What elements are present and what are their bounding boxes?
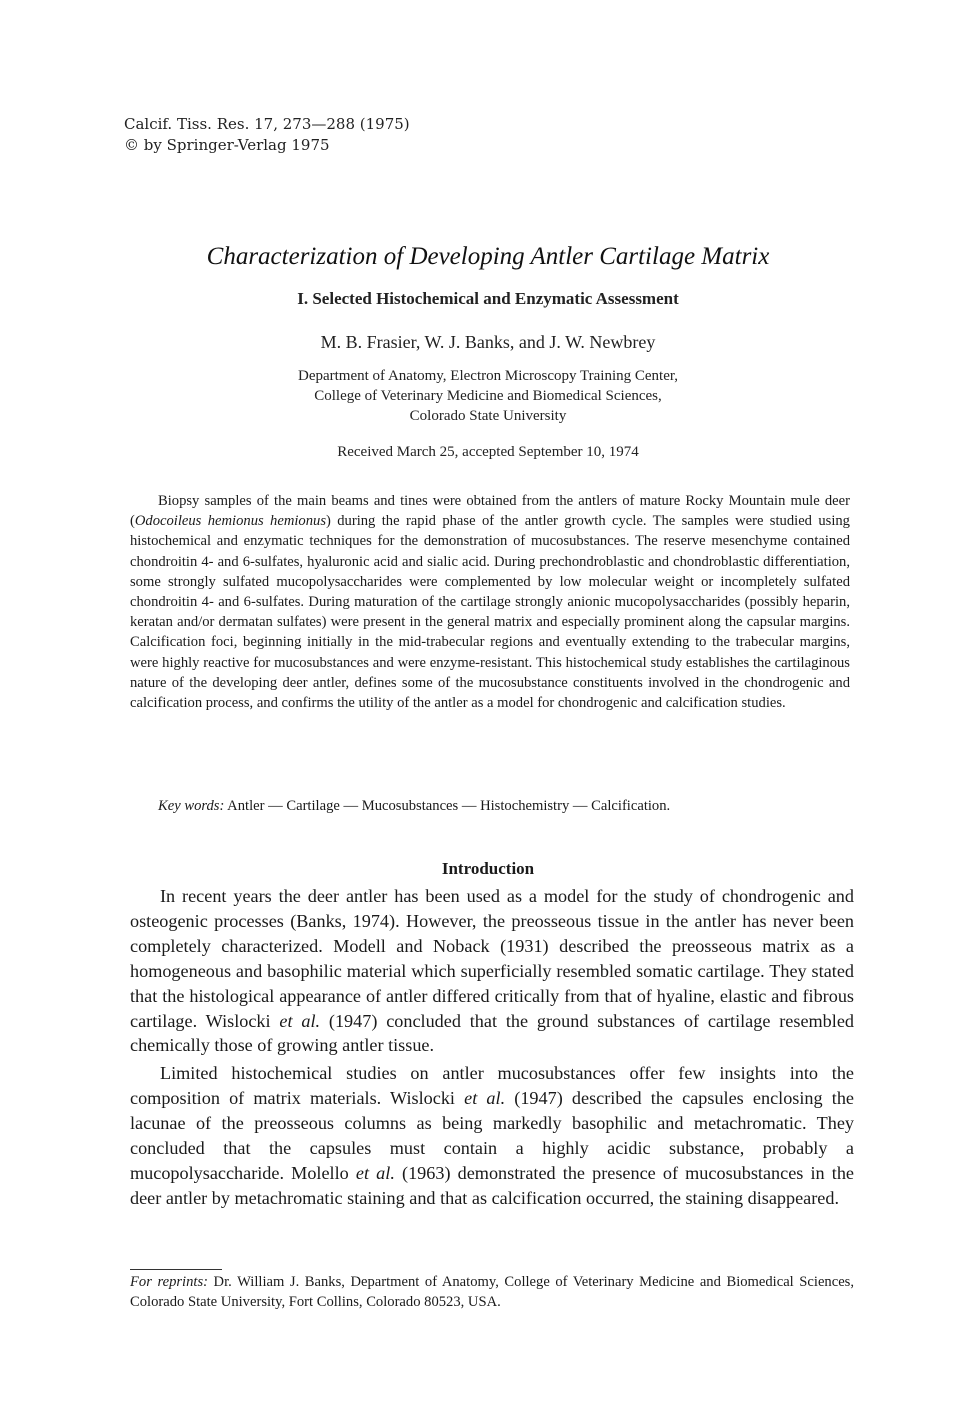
citation: Calcif. Tiss. Res. 17, 273—288 (1975)	[124, 115, 410, 133]
footnote-label: For reprints:	[130, 1274, 208, 1290]
footnote-rule	[130, 1269, 222, 1270]
journal-header	[124, 114, 410, 156]
affiliation	[0, 366, 976, 426]
copyright: © by Springer-Verlag 1975	[124, 136, 330, 154]
keywords-label: Key words:	[158, 798, 225, 814]
affiliation-line: Department of Anatomy, Electron Microscopy Training Center,	[297, 368, 679, 384]
introduction-body	[130, 884, 854, 1214]
paper-title: Characterization of Developing Antler Cartilage Matrix	[206, 243, 770, 270]
species-name: Odocoileus hemionus hemionus	[134, 513, 326, 530]
abstract	[130, 491, 850, 713]
paragraph: In recent years the deer antler has been used as a model for the study of chondrogenic and osteogenic processes (Banks, 1974). However, the preosseous tissue in the antler has never been completely characterized. Modell and Noback (1931) described the preosseous matrix as a homogeneous and basophilic material which superficially resembled somatic cartilage. They stated that the histological appearance of antler differed critically from that of hyaline, elastic and fibrous cartilage. Wislocki et al. (1947) concluded that the ground substances of cartilage resembled chemically those of growing antler tissue.	[130, 886, 854, 1056]
keywords	[158, 798, 858, 815]
abstract-text: Biopsy samples of the main beams and tines were obtained from the antlers of mature Rocky Mountain mule deer (Odocoileus hemionus hemionus) during the rapid phase of the antler growth cycle. The samples were studied using histochemical and enzymatic techniques for the demonstration of mucosubstances. The reserve mesenchyme contained chondroitin 4- and 6-sulfates, hyaluronic acid and sialic acid. During prechondroblastic and chondroblastic differentiation, some strongly sulfated mucopolysaccharides were complemented by low molecular weight or incompletely sulfated chondroitin 4- and 6-sulfates. During maturation of the cartilage strongly anionic mucopolysaccharides (possibly heparin, keratan and/or dermatan sulfates) were present in the general matrix and especially prominent along the capsular margins. Calcification foci, beginning initially in the mid-trabecular regions and eventually extending to the trabecular margins, were highly reactive for mucosubstances and were enzyme-resistant. This histochemical study establishes the cartilaginous nature of the developing deer antler, defines some of the mucosubstance constituents involved in the chondrogenic and calcification process, and confirms the utility of the antler as a model for chondrogenic and calcification studies.	[130, 493, 850, 712]
section-heading-introduction: Introduction	[441, 859, 535, 878]
authors: M. B. Frasier, W. J. Banks, and J. W. Newbrey	[320, 332, 656, 352]
received-date: Received March 25, accepted September 10, 1974	[337, 444, 639, 460]
footnote	[130, 1272, 854, 1312]
footnote-text: Dr. William J. Banks, Department of Anatomy, College of Veterinary Medicine and Biomedical Sciences, Colorado State University, Fort Collins, Colorado 80523, USA.	[130, 1274, 855, 1310]
affiliation-line: Colorado State University	[409, 408, 567, 424]
keywords-text: Antler — Cartilage — Mucosubstances — Histochemistry — Calcification.	[224, 798, 671, 814]
paper-subtitle: I. Selected Histochemical and Enzymatic Assessment	[297, 289, 679, 308]
affiliation-line: College of Veterinary Medicine and Biomedical Sciences,	[314, 388, 662, 404]
paragraph: Limited histochemical studies on antler mucosubstances offer few insights into the composition of matrix materials. Wislocki et al. (1947) described the capsules enclosing the lacunae of the preosseous columns as being markedly basophilic and metachromatic. They concluded that the capsules must contain a highly acidic substance, probably a mucopolysaccharide. Molello et al. (1963) demonstrated the presence of mucosubstances in the deer antler by metachromatic staining and that as calcification occurred, the staining disappeared.	[130, 1063, 854, 1208]
